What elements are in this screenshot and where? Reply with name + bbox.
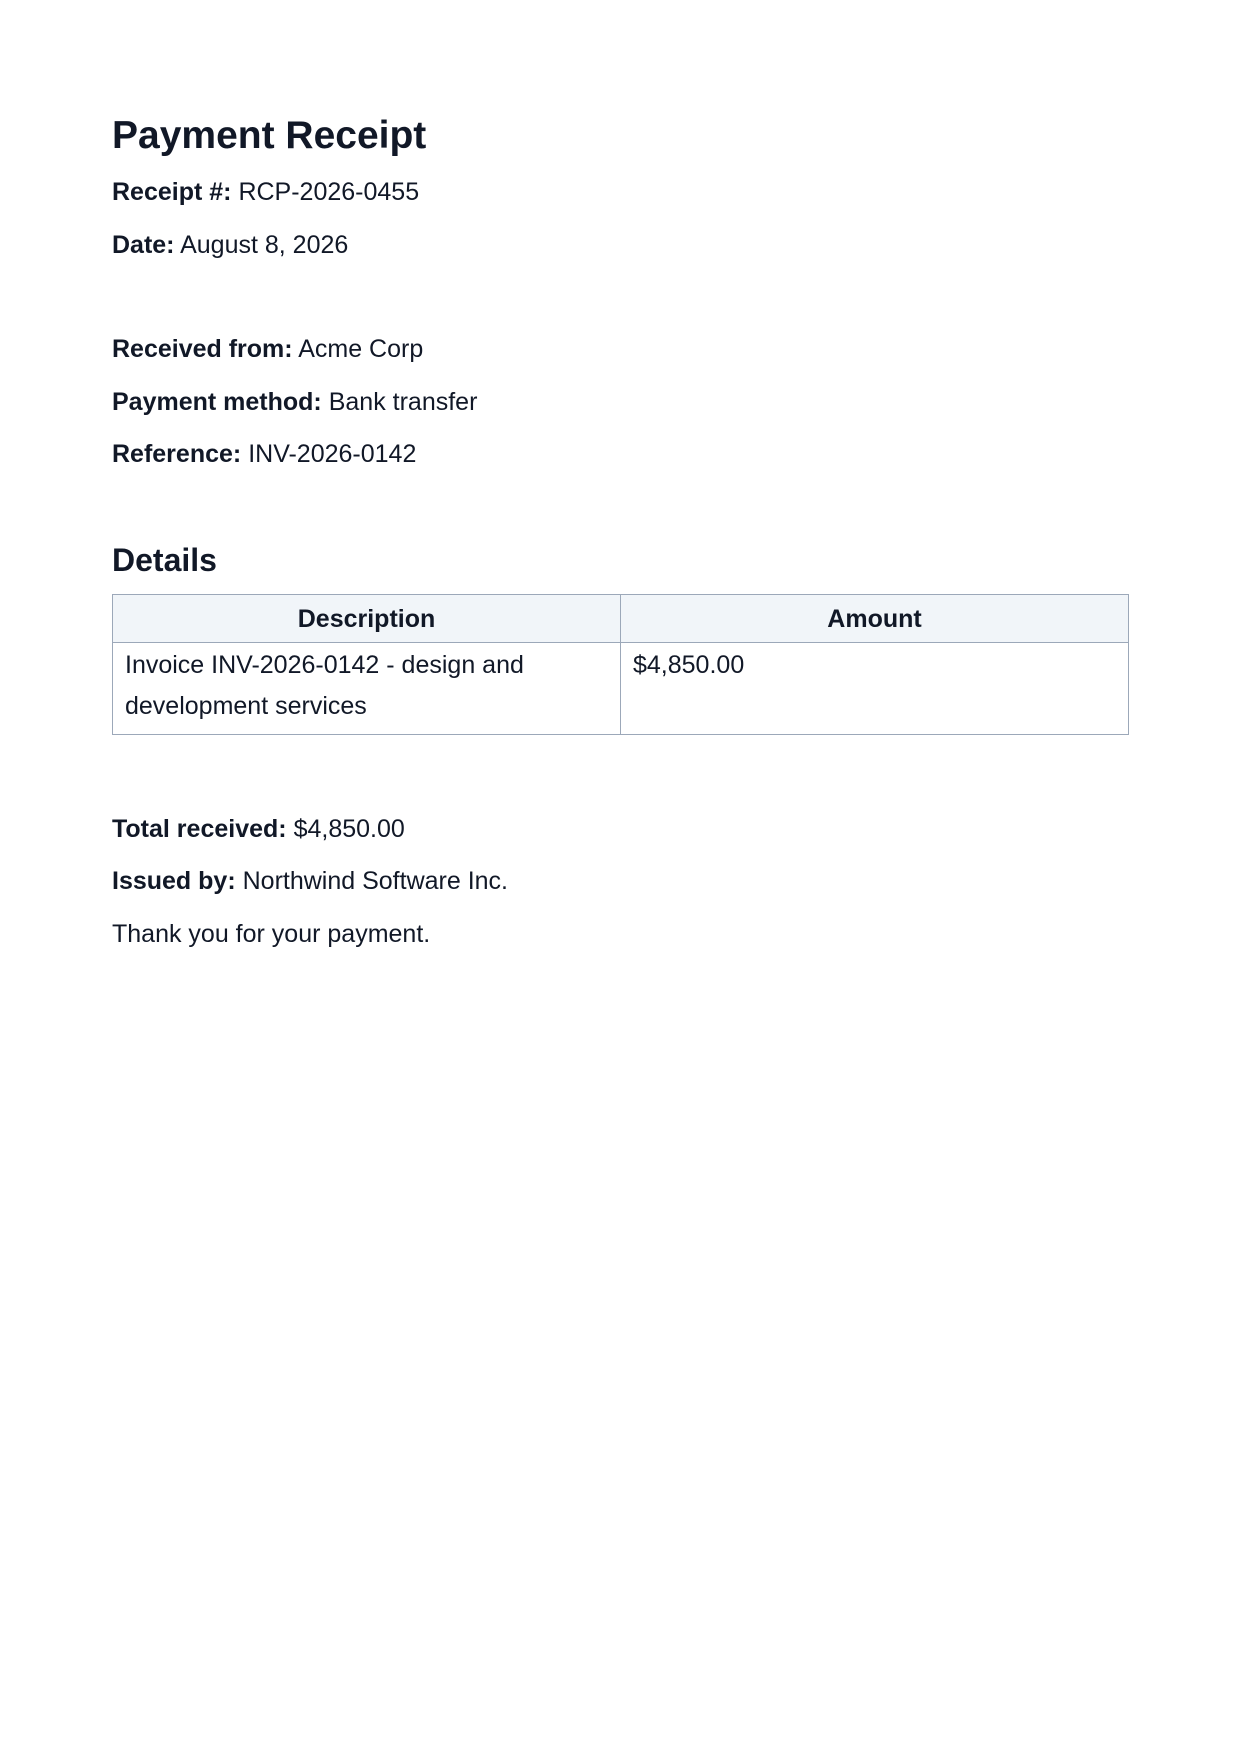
total-received-label: Total received:	[112, 815, 287, 843]
payment-method-line	[112, 385, 477, 419]
reference-line	[112, 437, 416, 471]
date-line	[112, 228, 348, 262]
issued-by-label: Issued by:	[112, 867, 236, 895]
table-header-row	[113, 595, 1129, 643]
row-amount-cell: $4,850.00	[621, 643, 1129, 735]
table-row	[113, 643, 1129, 735]
total-received-value: $4,850.00	[293, 815, 405, 843]
details-heading: Details	[112, 542, 217, 578]
receipt-number-line	[112, 175, 419, 209]
column-header-amount: Amount	[621, 595, 1129, 643]
page-title: Payment Receipt	[112, 114, 427, 157]
row-description-cell: Invoice INV-2026-0142 - design and development services	[113, 643, 621, 735]
payment-method-value: Bank transfer	[328, 388, 478, 416]
payment-method-label: Payment method:	[112, 388, 322, 416]
received-from-value: Acme Corp	[298, 335, 424, 363]
issued-by-value: Northwind Software Inc.	[242, 867, 509, 895]
receipt-number-label: Receipt #:	[112, 178, 232, 206]
received-from-line	[112, 332, 423, 366]
issued-by-line	[112, 864, 508, 898]
date-label: Date:	[112, 231, 175, 259]
thank-you-note: Thank you for your payment.	[112, 920, 431, 948]
reference-value: INV-2026-0142	[248, 440, 417, 468]
details-table	[112, 594, 1129, 735]
received-from-label: Received from:	[112, 335, 293, 363]
receipt-number-value: RCP-2026-0455	[238, 178, 420, 206]
column-header-description: Description	[113, 595, 621, 643]
total-received-line	[112, 812, 405, 846]
date-value: August 8, 2026	[180, 231, 349, 259]
reference-label: Reference:	[112, 440, 242, 468]
